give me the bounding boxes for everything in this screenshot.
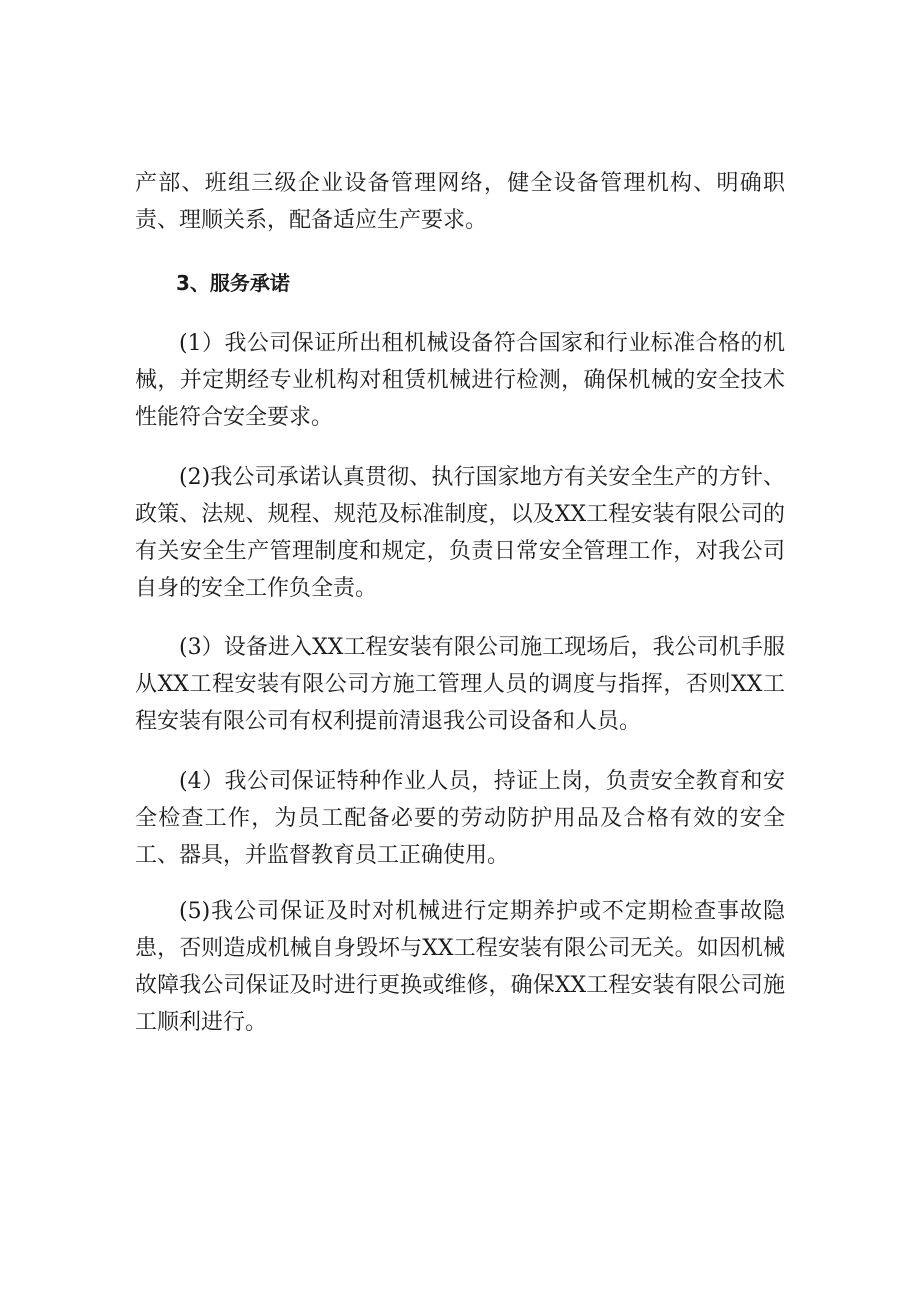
commitment-item-2: (2)我公司承诺认真贯彻、执行国家地方有关安全生产的方针、政策、法规、规程、规范及标准制度，以及XX工程安装有限公司的有关安全生产管理制度和规定，负责日常安全管理工作，对我公司自身的安全工作负全责。: [135, 465, 785, 601]
commitment-item-4: (4）我公司保证特种作业人员，持证上岗，负责安全教育和安全检查工作，为员工配备必要的劳动防护用品及合格有效的安全工、器具，并监督教育员工正确使用。: [135, 769, 785, 868]
commitment-item-1: (1）我公司保证所出租机械设备符合国家和行业标准合格的机械，并定期经专业机构对租赁机械进行检测，确保机械的安全技术性能符合安全要求。: [135, 331, 785, 430]
commitment-item-5: (5)我公司保证及时对机械进行定期养护或不定期检查事故隐患，否则造成机械自身毁坏与XX工程安装有限公司无关。如因机械故障我公司保证及时进行更换或维修，确保XX工程安装有限公司施工顺利进行。: [135, 899, 785, 1035]
section-heading: 3、服务承诺: [176, 271, 290, 295]
commitment-item-3: (3）设备进入XX工程安装有限公司施工现场后，我公司机手服从XX工程安装有限公司方施工管理人员的调度与指挥，否则XX工程安装有限公司有权利提前清退我公司设备和人员。: [135, 635, 785, 734]
continuation-paragraph: 产部、班组三级企业设备管理网络，健全设备管理机构、明确职责、理顺关系，配备适应生产要求。: [135, 171, 785, 233]
